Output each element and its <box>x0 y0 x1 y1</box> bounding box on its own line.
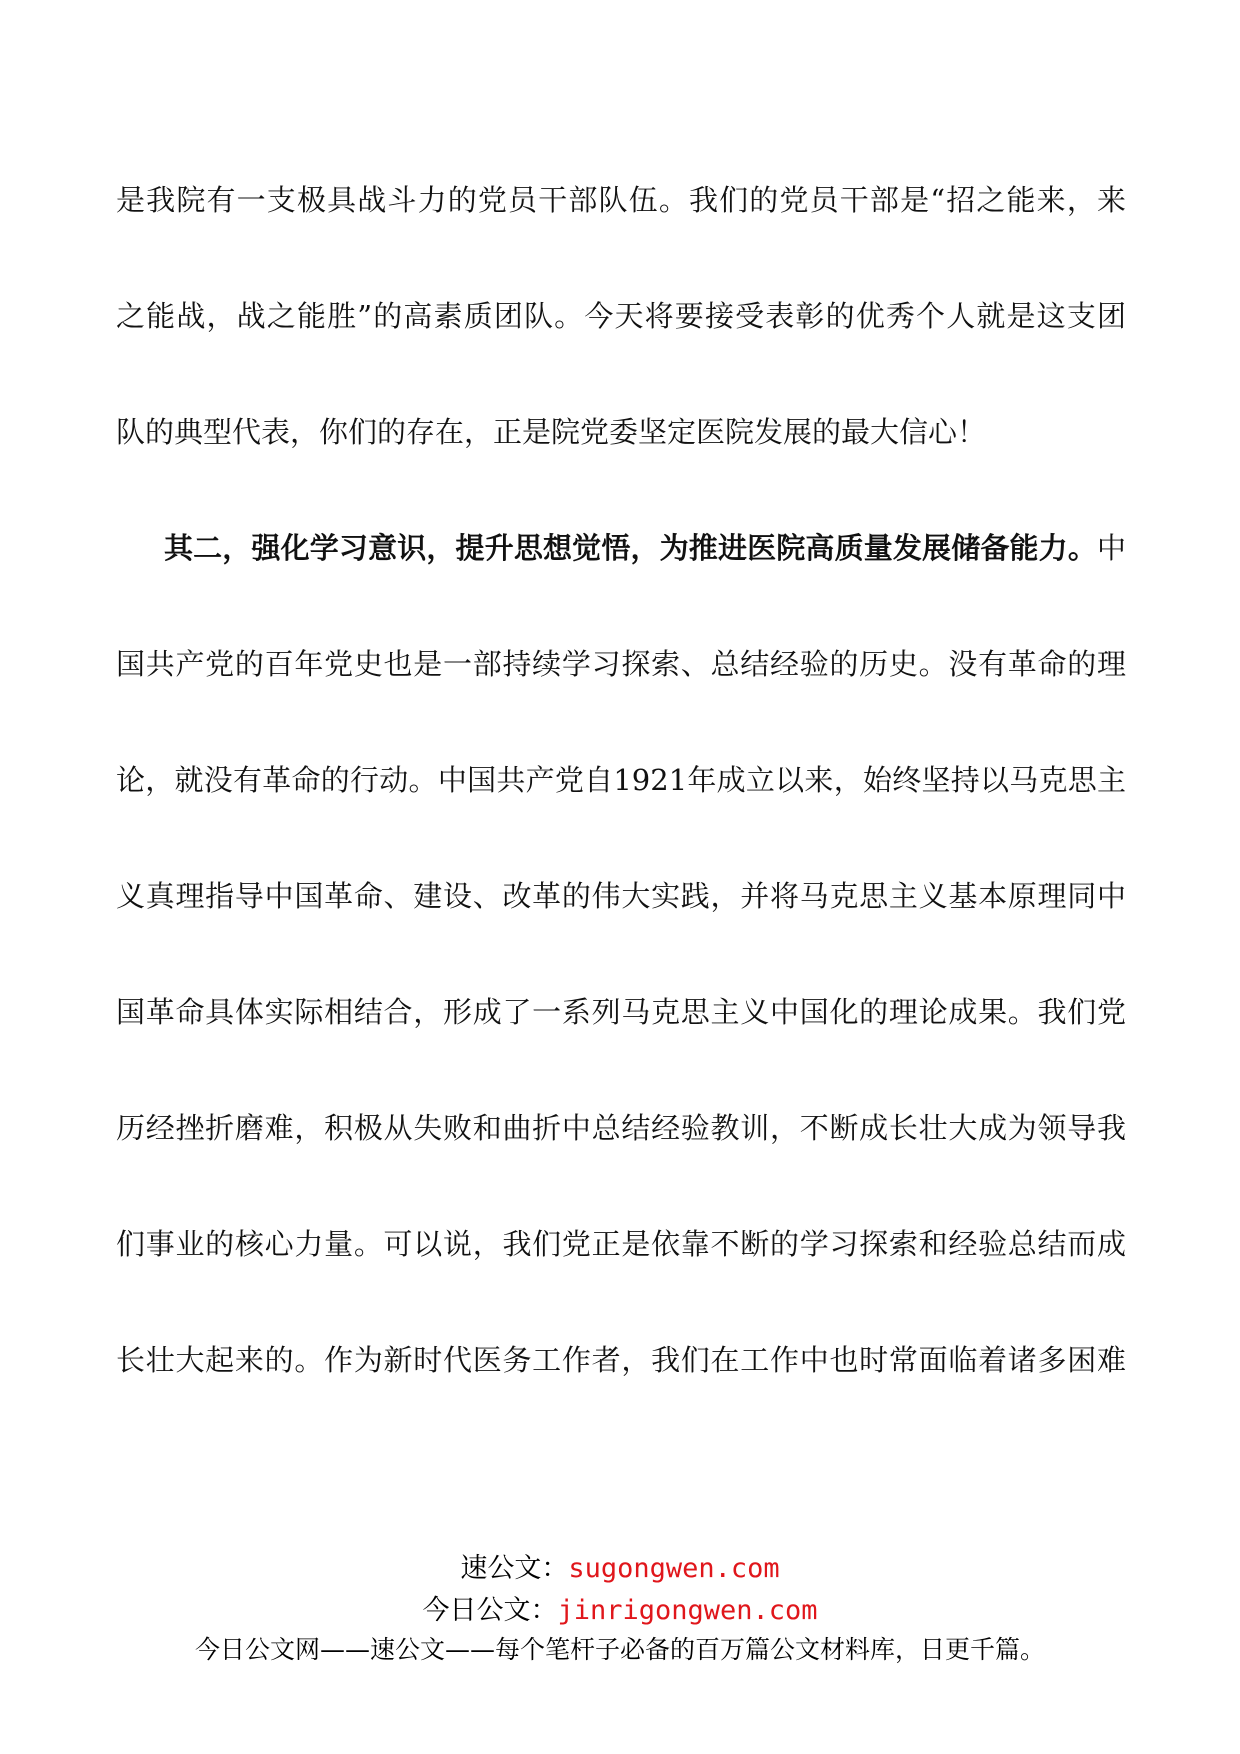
section-heading: 其二，强化学习意识，提升思想觉悟，为推进医院高质量发展储备能力。 <box>164 531 1097 565</box>
footer-label-sugongwen: 速公文： <box>460 1553 569 1584</box>
jinrigongwen-link[interactable]: jinrigongwen.com <box>557 1595 818 1626</box>
footer-tagline: 今日公文网——速公文——每个笔杆子必备的百万篇公文材料库，日更千篇。 <box>194 1635 1045 1664</box>
body-line-1: 是我院有一支极具战斗力的党员干部队伍。我们的党员干部是“招之能来，来 <box>116 183 1126 217</box>
body-line-5: 国共产党的百年党史也是一部持续学习探索、总结经验的历史。没有革命的理 <box>116 647 1126 681</box>
heading-continuation: 中 <box>1096 531 1126 565</box>
body-line-10: 们事业的核心力量。可以说，我们党正是依靠不断的学习探索和经验总结而成 <box>116 1227 1126 1261</box>
body-line-8: 国革命具体实际相结合，形成了一系列马克思主义中国化的理论成果。我们党 <box>116 995 1126 1029</box>
sugongwen-link[interactable]: sugongwen.com <box>568 1553 780 1584</box>
footer-label-jinrigongwen: 今日公文： <box>422 1595 558 1626</box>
body-line-2: 之能战，战之能胜”的高素质团队。今天将要接受表彰的优秀个人就是这支团 <box>116 299 1126 333</box>
section-heading-line <box>116 518 1126 578</box>
footer-jinrigongwen <box>0 1588 1240 1627</box>
footer-sugongwen <box>0 1546 1240 1585</box>
body-line-6: 论，就没有革命的行动。中国共产党自1921年成立以来，始终坚持以马克思主 <box>116 763 1126 797</box>
body-line-7: 义真理指导中国革命、建设、改革的伟大实践，并将马克思主义基本原理同中 <box>116 879 1126 913</box>
body-line-3: 队的典型代表，你们的存在，正是院党委坚定医院发展的最大信心！ <box>116 415 987 449</box>
body-line-11: 长壮大起来的。作为新时代医务工作者，我们在工作中也时常面临着诸多困难 <box>116 1343 1126 1377</box>
body-line-9: 历经挫折磨难，积极从失败和曲折中总结经验教训，不断成长壮大成为领导我 <box>116 1111 1126 1145</box>
